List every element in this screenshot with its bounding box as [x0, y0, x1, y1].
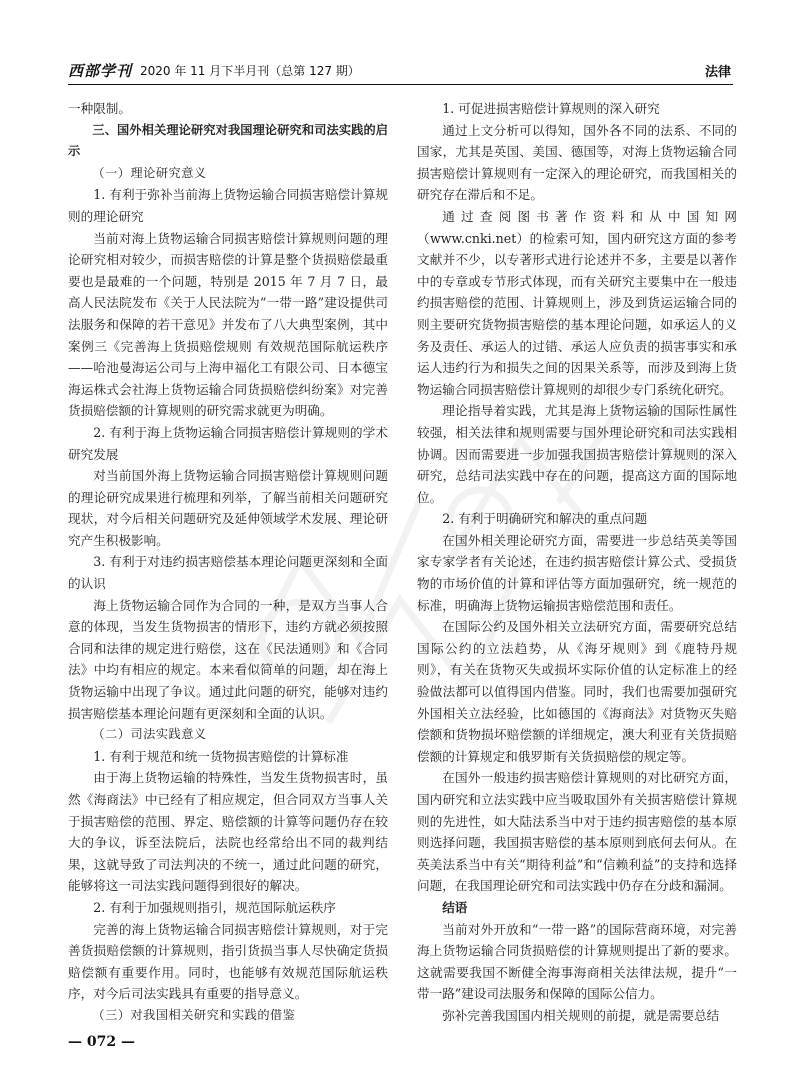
- paragraph: 海上货物运输合同作为合同的一种，是双方当事人合意的体现，当发生货物损害的情形下，违约方就必须按照合同和法律的规定进行赔偿，这在《民法通则》和《合同法》中均有相应的规定。本来看似简单的问题，却在海上货物运输中出现了争议。通过此问题的研究，能够对违约损害赔偿基本理论问题有更深刻和全面的认识。: [68, 597, 388, 721]
- paragraph: 当前对外开放和“一带一路”的国际营商环境，对完善海上货物运输合同货损赔偿的计算规则提出了新的要求。这就需要我国不断健全海事海商相关法律法规，提升“一带一路”建设司法服务和保障的国际公信力。: [417, 921, 737, 1002]
- paragraph: 一种限制。: [68, 101, 131, 116]
- conclusion-heading: 结语: [442, 899, 468, 915]
- running-header: [68, 58, 733, 82]
- section-heading: 三、国外相关理论研究对我国理论研究和司法实践的启示: [68, 122, 388, 159]
- paragraph: 弥补完善我国国内相关规则的前提，就是需要总结: [442, 1007, 720, 1023]
- paragraph: 1. 可促进损害赔偿计算规则的深入研究: [442, 101, 660, 116]
- paragraph: 2. 有利于明确研究和解决的重点问题: [442, 511, 648, 527]
- journal-issue: 2020 年 11 月下半月刊（总第 127 期）: [140, 64, 360, 78]
- paragraph: 3. 有利于对违约损害赔偿基本理论问题更深刻和全面的认识: [68, 554, 388, 592]
- paragraph: 完善的海上货物运输合同损害赔偿计算规则，对于完善货损赔偿额的计算规则，指引货损当事人尽快确定货损赔偿额有重要作用。同时，也能够有效规范国际航运秩序，对今后司法实践具有重要的指导意义。: [68, 921, 388, 1002]
- paragraph: 通过上文分析可以得知，国外各不同的法系、不同的国家，尤其是英国、美国、德国等，对海上货物运输合同损害赔偿计算规则有一定深入的理论研究，而我国相关的研究存在滞后和不足。: [417, 122, 737, 203]
- subsection-heading: （三）对我国相关研究和实践的借鉴: [92, 1007, 296, 1022]
- paragraph: 由于海上货物运输的特殊性，当发生货物损害时，虽然《海商法》中已经有了相应规定，但合同双方当事人关于损害赔偿的范围、界定、赔偿额的计算等问题仍存在较大的争议，诉至法院后，法院也经常给出不同的裁判结果，这就导致了司法判决的不统一，通过此问题的研究，能够将这一司法实践问题得到很好的解决。: [68, 770, 388, 894]
- paragraph: 对当前国外海上货物运输合同损害赔偿计算规则问题的理论研究成果进行梳理和列举，了解当前相关问题研究现状，对今后相关问题研究及延伸领域学术发展、理论研究产生积极影响。: [68, 468, 388, 548]
- journal-logo: 西部学刊: [68, 62, 133, 80]
- section-tag: 法律: [704, 65, 731, 80]
- paragraph: 2. 有利于加强规则指引，规范国际航运秩序: [93, 899, 336, 915]
- paragraph: 在国外相关理论研究方面，需要进一步总结英美等国家专家学者有关论述，在违约损害赔偿计算公式、受损货物的市场价值的计算和评估等方面加强研究，统一规范的标准，明确海上货物运输损害赔偿范围和责任。: [417, 532, 737, 613]
- paragraph: 当前对海上货物运输合同损害赔偿计算规则问题的理论研究相对较少，而损害赔偿的计算是整个货损赔偿最重要也是最难的一个问题，特别是 2015 年 7 月 7 日，最高人民法院发布《关于人民法院为“一带一路”建设提供司法服务和保障的若干意见》并发布了八大典型案例，其中案例三《完善海上货损赔偿规则 有效规范国际航运秩序——哈池曼海运公司与上海申福化工有限公司、日本德宝海运株式会社海上货物运输合同货损赔偿纠纷案》对完善货损赔偿额的计算规则的研究需求就更为明确。: [68, 230, 388, 419]
- paragraph: 理论指导着实践，尤其是海上货物运输的国际性属性较强，相关法律和规则需要与国外理论研究和司法实践相协调。因而需要进一步加强我国损害赔偿计算规则的深入研究，总结司法实践中存在的问题，提高这方面的国际地位。: [417, 403, 737, 505]
- paragraph: 在国外一般违约损害赔偿计算规则的对比研究方面，国内研究和立法实践中应当吸取国外有关损害赔偿计算规则的先进性，如大陆法系当中对于违约损害赔偿的基本原则选择问题，我国损害赔偿的基本原则到底何去何从。在英美法系当中有关“期待利益”和“信赖利益”的支持和选择问题，在我国理论研究和司法实践中仍存在分歧和漏洞。: [417, 770, 737, 894]
- paragraph: 通过查阅图书著作资料和从中国知网（www.cnki.net）的检索可知，国内研究这方面的参考文献并不少，以专著形式进行论述并不多，主要是以著作中的专章或专节形式体现，而有关研究主要集中在一般违约损害赔偿的范围、计算规则上，涉及到货运运输合同的则主要研究货物损害赔偿的基本理论问题，如承运人的义务及责任、承运人的过错、承运人应负责的损害事实和承运人违约行为和损失之间的因果关系等，而涉及到海上货物运输合同损害赔偿计算规则的却很少专门系统化研究。: [417, 208, 737, 397]
- subsection-heading: （二）司法实践意义: [92, 727, 207, 742]
- header-rule: [68, 84, 733, 85]
- paragraph: 1. 有利于规范和统一货物损害赔偿的计算标准: [93, 748, 349, 764]
- paragraph: 在国际公约及国外相关立法研究方面，需要研究总结国际公约的立法趋势，从《海牙规则》到《鹿特丹规则》，有关在货物灭失或损坏实际价值的认定标准上的经验做法都可以值得国内借鉴。同时，我们也需要加强研究外国相关立法经验，比如德国的《海商法》对货物灭失赔偿额和货物损坏赔偿额的详细规定，澳大利亚有关货损赔偿额的计算规定和俄罗斯有关货损赔偿的规定等。: [417, 619, 737, 764]
- paragraph: 1. 有利于弥补当前海上货物运输合同损害赔偿计算规则的理论研究: [68, 187, 388, 224]
- paragraph: 2. 有利于海上货物运输合同损害赔偿计算规则的学术研究发展: [68, 424, 388, 462]
- subsection-heading: （一）理论研究意义: [92, 165, 207, 180]
- left-column: [68, 98, 388, 1027]
- right-column: [417, 98, 737, 1027]
- page-number: — 072 —: [68, 1034, 135, 1050]
